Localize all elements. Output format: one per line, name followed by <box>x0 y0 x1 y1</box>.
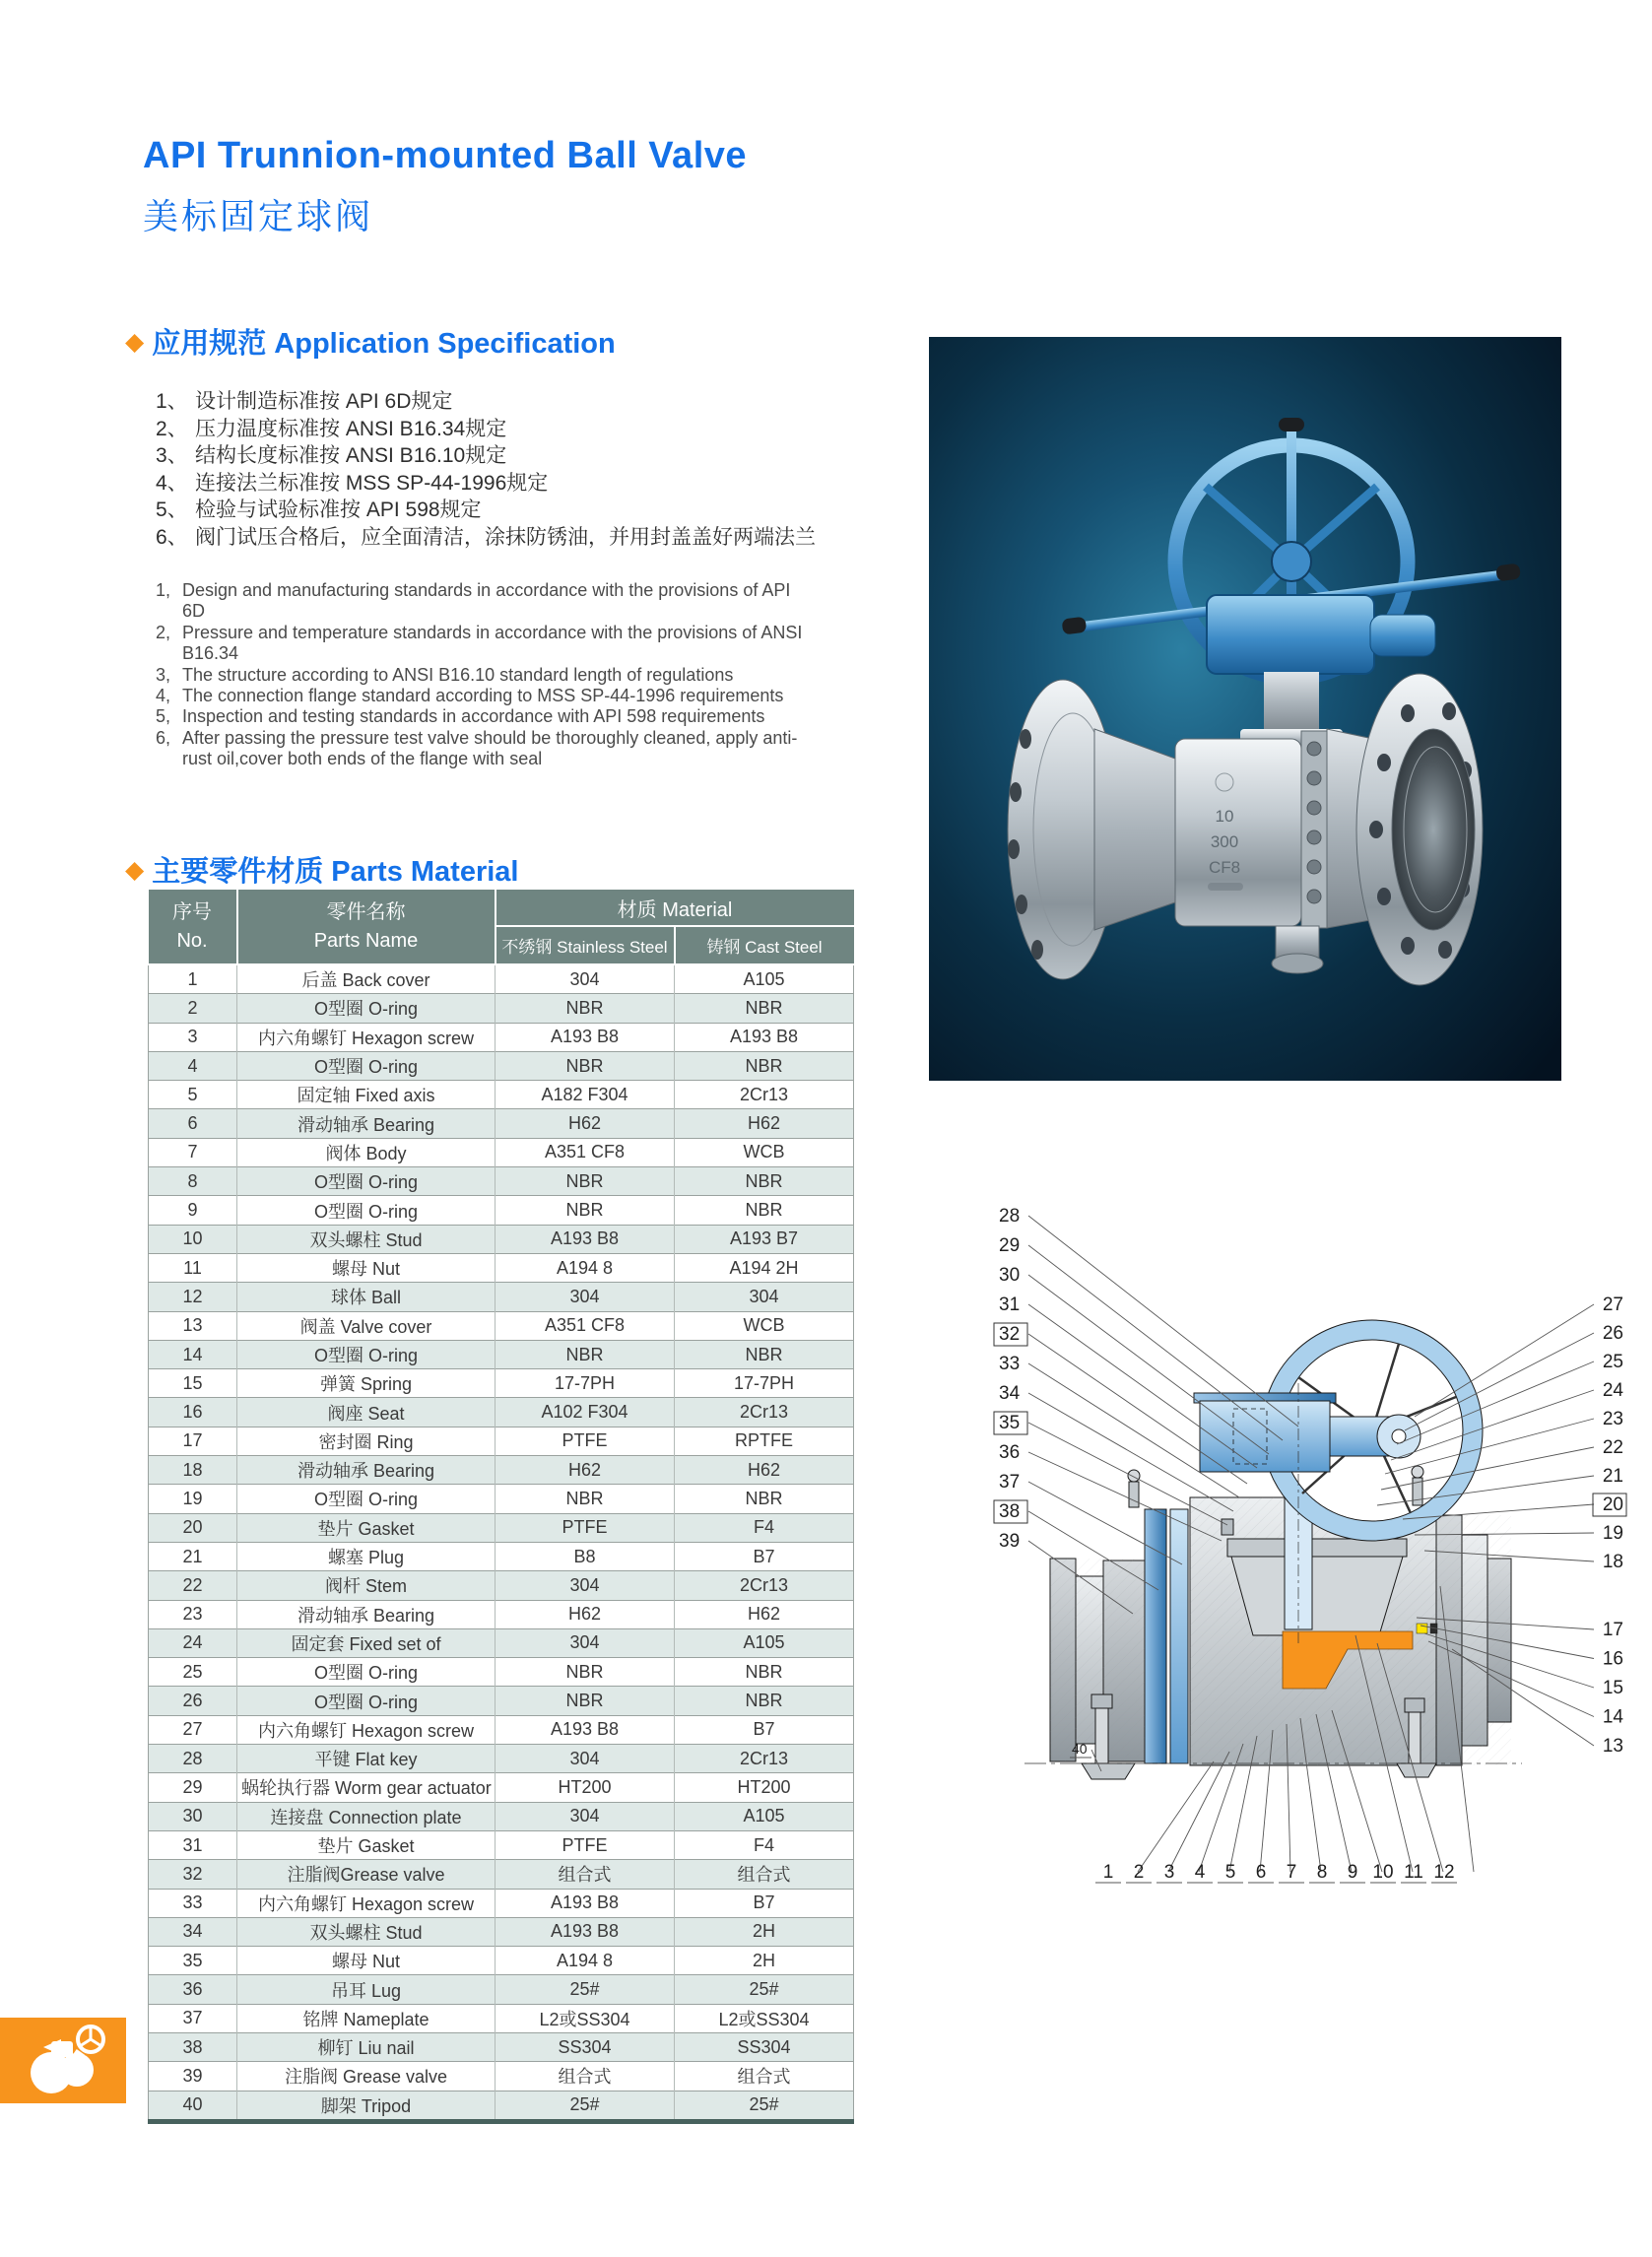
table-row: 18 滑动轴承 Bearing H62 H62 <box>149 1456 854 1485</box>
callout-number: 34 <box>999 1383 1021 1404</box>
list-item: 2, Pressure and temperature standards in accordance with the provisions of ANSI B16.34 <box>156 622 803 664</box>
callout-number: 25 <box>1602 1352 1623 1372</box>
table-row: 34 双头螺柱 Stud A193 B8 2H <box>149 1917 854 1946</box>
callout-number: 29 <box>999 1235 1021 1256</box>
section-heading: 主要零件材质 Parts Material <box>152 856 519 888</box>
table-row: 39 注脂阀 Grease valve 组合式 组合式 <box>149 2062 854 2091</box>
callout-number: 28 <box>999 1206 1021 1227</box>
ball-valve-logo-icon <box>0 2018 126 2103</box>
table-row: 13 阀盖 Valve cover A351 CF8 WCB <box>149 1311 854 1340</box>
table-row: 1 后盖 Back cover 304 A105 <box>149 964 854 994</box>
table-row: 12 球体 Ball 304 304 <box>149 1283 854 1311</box>
valve-photo-image <box>929 337 1561 1081</box>
table-row: 10 双头螺柱 Stud A193 B8 A193 B7 <box>149 1225 854 1253</box>
svg-text:300: 300 <box>1210 832 1239 851</box>
callout-number: 23 <box>1602 1409 1623 1429</box>
list-item: 5, Inspection and testing standards in accordance with API 598 requirements <box>156 706 765 727</box>
table-row: 29 蜗轮执行器 Worm gear actuator HT200 HT200 <box>149 1773 854 1802</box>
callout-number: 27 <box>1602 1294 1623 1315</box>
callout-number: 12 <box>1433 1862 1455 1883</box>
list-item: 6, After passing the pressure test valve should be thoroughly cleaned, apply anti-rust oil,cover both ends of the flange with seal <box>156 727 798 769</box>
callout-number: 37 <box>999 1472 1021 1493</box>
table-row: 19 O型圈 O-ring NBR NBR <box>149 1485 854 1513</box>
col-header-parts-name: 零件名称 Parts Name <box>237 890 496 964</box>
table-row: 37 铭牌 Nameplate L2或SS304 L2或SS304 <box>149 2004 854 2032</box>
table-row: 31 垫片 Gasket PTFE F4 <box>149 1830 854 1859</box>
callout-number: 40 <box>1072 1741 1088 1757</box>
callout-number: 5 <box>1224 1862 1236 1883</box>
table-row: 27 内六角螺钉 Hexagon screw A193 B8 B7 <box>149 1715 854 1744</box>
callout-number: 24 <box>1602 1380 1623 1401</box>
svg-text:CF8: CF8 <box>1208 858 1241 877</box>
col-header-stainless: 不绣钢 Stainless Steel <box>496 926 675 964</box>
callout-number: 6 <box>1255 1862 1267 1883</box>
table-row: 25 O型圈 O-ring NBR NBR <box>149 1658 854 1687</box>
list-item: 4, The connection flange standard according to MSS SP-44-1996 requirements <box>156 686 784 706</box>
callout-number: 35 <box>999 1413 1021 1433</box>
valve-cross-section-diagram <box>985 1172 1652 1906</box>
page-title: API Trunnion-mounted Ball Valve <box>143 135 748 176</box>
callout-number: 30 <box>999 1265 1021 1286</box>
list-item: 4、 连接法兰标准按 MSS SP-44-1996规定 <box>156 471 549 495</box>
table-row: 11 螺母 Nut A194 8 A194 2H <box>149 1253 854 1282</box>
callout-number: 16 <box>1602 1648 1623 1670</box>
table-row: 16 阀座 Seat A102 F304 2Cr13 <box>149 1398 854 1427</box>
application-list-english <box>156 580 806 770</box>
callout-number: 18 <box>1602 1552 1623 1572</box>
callout-number: 33 <box>999 1354 1021 1374</box>
cross-section-drawing <box>1024 1320 1522 1779</box>
parts-material-table-wrap <box>148 890 853 2124</box>
list-item: 2、 压力温度标准按 ANSI B16.34规定 <box>156 417 507 440</box>
callout-number: 32 <box>999 1324 1021 1345</box>
callout-number: 15 <box>1602 1678 1623 1698</box>
table-row: 15 弹簧 Spring 17-7PH 17-7PH <box>149 1369 854 1398</box>
section-heading: 应用规范 Application Specification <box>152 328 616 360</box>
table-row: 33 内六角螺钉 Hexagon screw A193 B8 B7 <box>149 1889 854 1917</box>
table-row: 23 滑动轴承 Bearing H62 H62 <box>149 1600 854 1628</box>
valve-photo <box>929 337 1561 1081</box>
table-row: 38 柳钉 Liu nail SS304 SS304 <box>149 2032 854 2061</box>
callout-number: 11 <box>1404 1862 1423 1883</box>
table-row: 2 O型圈 O-ring NBR NBR <box>149 994 854 1023</box>
callout-number: 14 <box>1602 1706 1623 1728</box>
section-application-specification <box>125 321 616 362</box>
callout-number: 7 <box>1286 1862 1297 1883</box>
col-header-no: 序号 No. <box>149 890 237 964</box>
table-row: 5 固定轴 Fixed axis A182 F304 2Cr13 <box>149 1081 854 1109</box>
callout-number: 36 <box>999 1442 1021 1463</box>
list-item: 3、 结构长度标准按 ANSI B16.10规定 <box>156 444 507 468</box>
callout-number: 2 <box>1133 1862 1145 1883</box>
table-row: 9 O型圈 O-ring NBR NBR <box>149 1196 854 1225</box>
table-row: 32 注脂阀Grease valve 组合式 组合式 <box>149 1860 854 1889</box>
list-item: 6、 阀门试压合格后，应全面清洁，涂抹防锈油，并用封盖盖好两端法兰 <box>156 525 816 549</box>
callout-number: 4 <box>1194 1862 1206 1883</box>
table-row: 28 平键 Flat key 304 2Cr13 <box>149 1745 854 1773</box>
list-item: 3, The structure according to ANSI B16.10 standard length of regulations <box>156 664 734 685</box>
table-row: 36 吊耳 Lug 25# 25# <box>149 1975 854 2004</box>
table-row: 30 连接盘 Connection plate 304 A105 <box>149 1802 854 1830</box>
callout-number: 38 <box>999 1501 1021 1522</box>
callout-number: 26 <box>1602 1323 1623 1344</box>
table-row: 17 密封圈 Ring PTFE RPTFE <box>149 1427 854 1455</box>
callout-number: 8 <box>1316 1862 1328 1883</box>
parts-table-body <box>149 964 854 2121</box>
table-row: 7 阀体 Body A351 CF8 WCB <box>149 1138 854 1166</box>
callout-number: 21 <box>1602 1466 1623 1487</box>
callout-number: 9 <box>1347 1862 1358 1883</box>
table-row: 20 垫片 Gasket PTFE F4 <box>149 1513 854 1542</box>
callout-number: 10 <box>1372 1862 1394 1883</box>
table-row: 26 O型圈 O-ring NBR NBR <box>149 1687 854 1715</box>
table-row: 40 脚架 Tripod 25# 25# <box>149 2091 854 2121</box>
callout-number: 22 <box>1602 1437 1623 1458</box>
table-row: 22 阀杆 Stem 304 2Cr13 <box>149 1571 854 1600</box>
col-header-material: 材质 Material <box>496 890 854 926</box>
table-row: 21 螺塞 Plug B8 B7 <box>149 1542 854 1570</box>
section-parts-material <box>125 849 519 890</box>
callout-number: 13 <box>1602 1736 1623 1757</box>
callout-number: 39 <box>999 1531 1021 1552</box>
callout-number: 3 <box>1163 1862 1175 1883</box>
col-header-cast: 铸钢 Cast Steel <box>675 926 854 964</box>
table-row: 24 固定套 Fixed set of 304 A105 <box>149 1628 854 1657</box>
callout-number: 19 <box>1602 1523 1623 1544</box>
company-logo <box>0 2018 126 2103</box>
table-row: 6 滑动轴承 Bearing H62 H62 <box>149 1109 854 1138</box>
table-row: 14 O型圈 O-ring NBR NBR <box>149 1340 854 1368</box>
diamond-icon: ◆ <box>125 856 145 884</box>
table-row: 4 O型圈 O-ring NBR NBR <box>149 1051 854 1080</box>
callout-number: 20 <box>1602 1494 1623 1515</box>
table-row: 35 螺母 Nut A194 8 2H <box>149 1947 854 1975</box>
callout-number: 17 <box>1602 1620 1623 1640</box>
list-item: 1, Design and manufacturing standards in accordance with the provisions of API 6D <box>156 580 791 622</box>
table-row: 3 内六角螺钉 Hexagon screw A193 B8 A193 B8 <box>149 1023 854 1051</box>
application-list-chinese <box>156 388 845 552</box>
page-title-chinese: 美标固定球阀 <box>143 196 374 236</box>
parts-material-table <box>148 890 854 2124</box>
svg-text:10: 10 <box>1215 807 1234 826</box>
callout-number: 31 <box>999 1294 1021 1315</box>
table-row: 8 O型圈 O-ring NBR NBR <box>149 1167 854 1196</box>
list-item: 1、 设计制造标准按 API 6D规定 <box>156 390 453 413</box>
list-item: 5、 检验与试验标准按 API 598规定 <box>156 498 482 522</box>
diamond-icon: ◆ <box>125 328 145 356</box>
callout-number: 1 <box>1102 1862 1114 1883</box>
